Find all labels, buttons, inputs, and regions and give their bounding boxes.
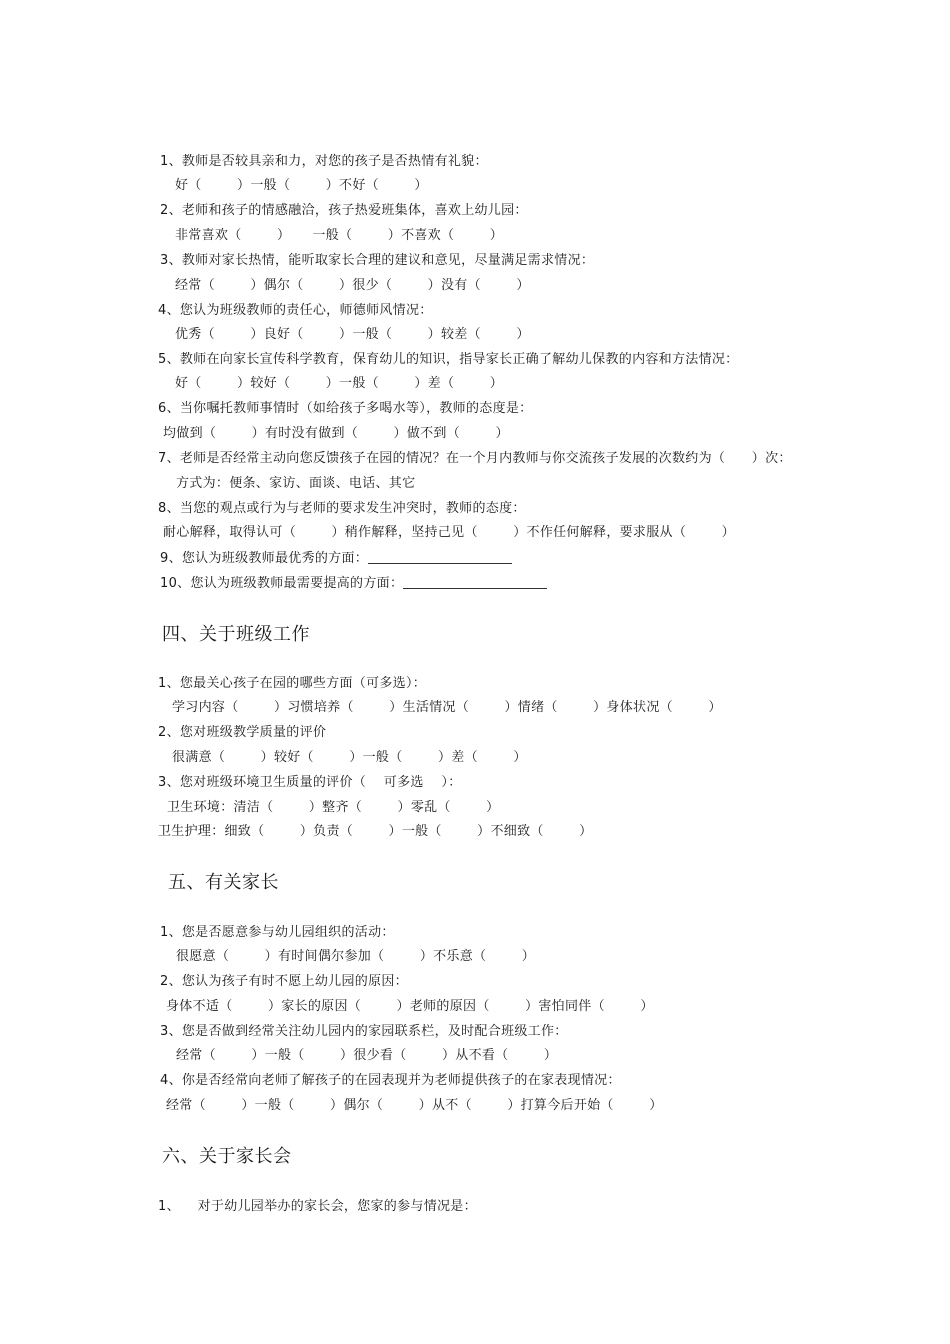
s3-q1: 1、教师是否较具亲和力，对您的孩子是否热情有礼貌： bbox=[160, 154, 488, 169]
s3-q10-label: 10、您认为班级教师最需要提高的方面： bbox=[160, 576, 404, 591]
s6-q1: 1、 对于幼儿园举办的家长会，您家的参与情况是： bbox=[158, 1199, 477, 1214]
s5-q3-options[interactable]: 经常（ ）一般（ ）很少看（ ）从不看（ ） bbox=[176, 1048, 558, 1063]
s4-q3-options-care[interactable]: 卫生护理：细致（ ）负责（ ）一般（ ）不细致（ ） bbox=[158, 824, 593, 839]
s3-q10 bbox=[160, 576, 547, 592]
s3-q4: 4、您认为班级教师的责任心，师德师风情况： bbox=[158, 303, 433, 318]
s5-q1-options[interactable]: 很愿意（ ）有时间偶尔参加（ ）不乐意（ ） bbox=[176, 949, 536, 964]
s3-q8-options[interactable]: 耐心解释，取得认可（ ）稍作解释，坚持己见（ ）不作任何解释，要求服从（ ） bbox=[163, 525, 735, 540]
s3-q1-options[interactable]: 好（ ）一般（ ）不好（ ） bbox=[175, 178, 428, 193]
s4-q1: 1、您最关心孩子在园的哪些方面（可多选）： bbox=[158, 676, 427, 691]
s5-q3: 3、您是否做到经常关注幼儿园内的家园联系栏，及时配合班级工作： bbox=[160, 1024, 568, 1039]
s5-q2: 2、您认为孩子有时不愿上幼儿园的原因： bbox=[160, 974, 408, 989]
s3-q3: 3、教师对家长热情，能听取家长合理的建议和意见，尽量满足需求情况： bbox=[160, 253, 595, 268]
section6-heading: 六、关于家长会 bbox=[162, 1146, 292, 1167]
s4-q2: 2、您对班级教学质量的评价 bbox=[158, 725, 327, 740]
s4-q3: 3、您对班级环境卫生质量的评价（ 可多选 ）： bbox=[158, 775, 462, 790]
s5-q4-options[interactable]: 经常（ ）一般（ ）偶尔（ ）从不（ ）打算今后开始（ ） bbox=[166, 1098, 663, 1113]
s3-q6: 6、当你嘱托教师事情时（如给孩子多喝水等），教师的态度是： bbox=[158, 401, 533, 416]
s3-q6-options[interactable]: 均做到（ ）有时没有做到（ ）做不到（ ） bbox=[163, 426, 509, 441]
s3-q2-options[interactable]: 非常喜欢（ ） 一般（ ）不喜欢（ ） bbox=[175, 228, 504, 243]
s5-q2-options[interactable]: 身体不适（ ）家长的原因（ ）老师的原因（ ）害怕同伴（ ） bbox=[166, 999, 654, 1014]
s3-q9-answer-blank[interactable] bbox=[368, 551, 512, 564]
s3-q7-options: 方式为：便条、家访、面谈、电话、其它 bbox=[176, 476, 416, 491]
s3-q10-answer-blank[interactable] bbox=[403, 576, 547, 589]
s3-q3-options[interactable]: 经常（ ）偶尔（ ）很少（ ）没有（ ） bbox=[175, 278, 530, 293]
s4-q2-options[interactable]: 很满意（ ）较好（ ）一般（ ）差（ ） bbox=[172, 750, 527, 765]
s4-q1-options[interactable]: 学习内容（ ）习惯培养（ ）生活情况（ ）情绪（ ）身体状况（ ） bbox=[172, 700, 722, 715]
s3-q2: 2、老师和孩子的情感融洽，孩子热爱班集体，喜欢上幼儿园： bbox=[160, 203, 528, 218]
s3-q5-options[interactable]: 好（ ）较好（ ）一般（ ）差（ ） bbox=[175, 376, 504, 391]
s3-q4-options[interactable]: 优秀（ ）良好（ ）一般（ ）较差（ ） bbox=[175, 327, 530, 342]
s3-q9-label: 9、您认为班级教师最优秀的方面： bbox=[160, 551, 369, 566]
s3-q7: 7、老师是否经常主动向您反馈孩子在园的情况？在一个月内教师与你交流孩子发展的次数约为（ ）次： bbox=[158, 451, 792, 466]
section4-heading: 四、关于班级工作 bbox=[162, 624, 310, 645]
s5-q4: 4、你是否经常向老师了解孩子的在园表现并为老师提供孩子的在家表现情况： bbox=[160, 1073, 621, 1088]
s4-q3-options-environment[interactable]: 卫生环境：清洁（ ）整齐（ ）零乱（ ） bbox=[167, 800, 500, 815]
s3-q9 bbox=[160, 551, 512, 567]
s3-q8: 8、当您的观点或行为与老师的要求发生冲突时，教师的态度： bbox=[158, 501, 526, 516]
s5-q1: 1、您是否愿意参与幼儿园组织的活动： bbox=[160, 925, 395, 940]
section5-heading: 五、有关家长 bbox=[168, 872, 279, 893]
s3-q5: 5、教师在向家长宣传科学教育，保育幼儿的知识，指导家长正确了解幼儿保教的内容和方法情况： bbox=[158, 352, 739, 367]
